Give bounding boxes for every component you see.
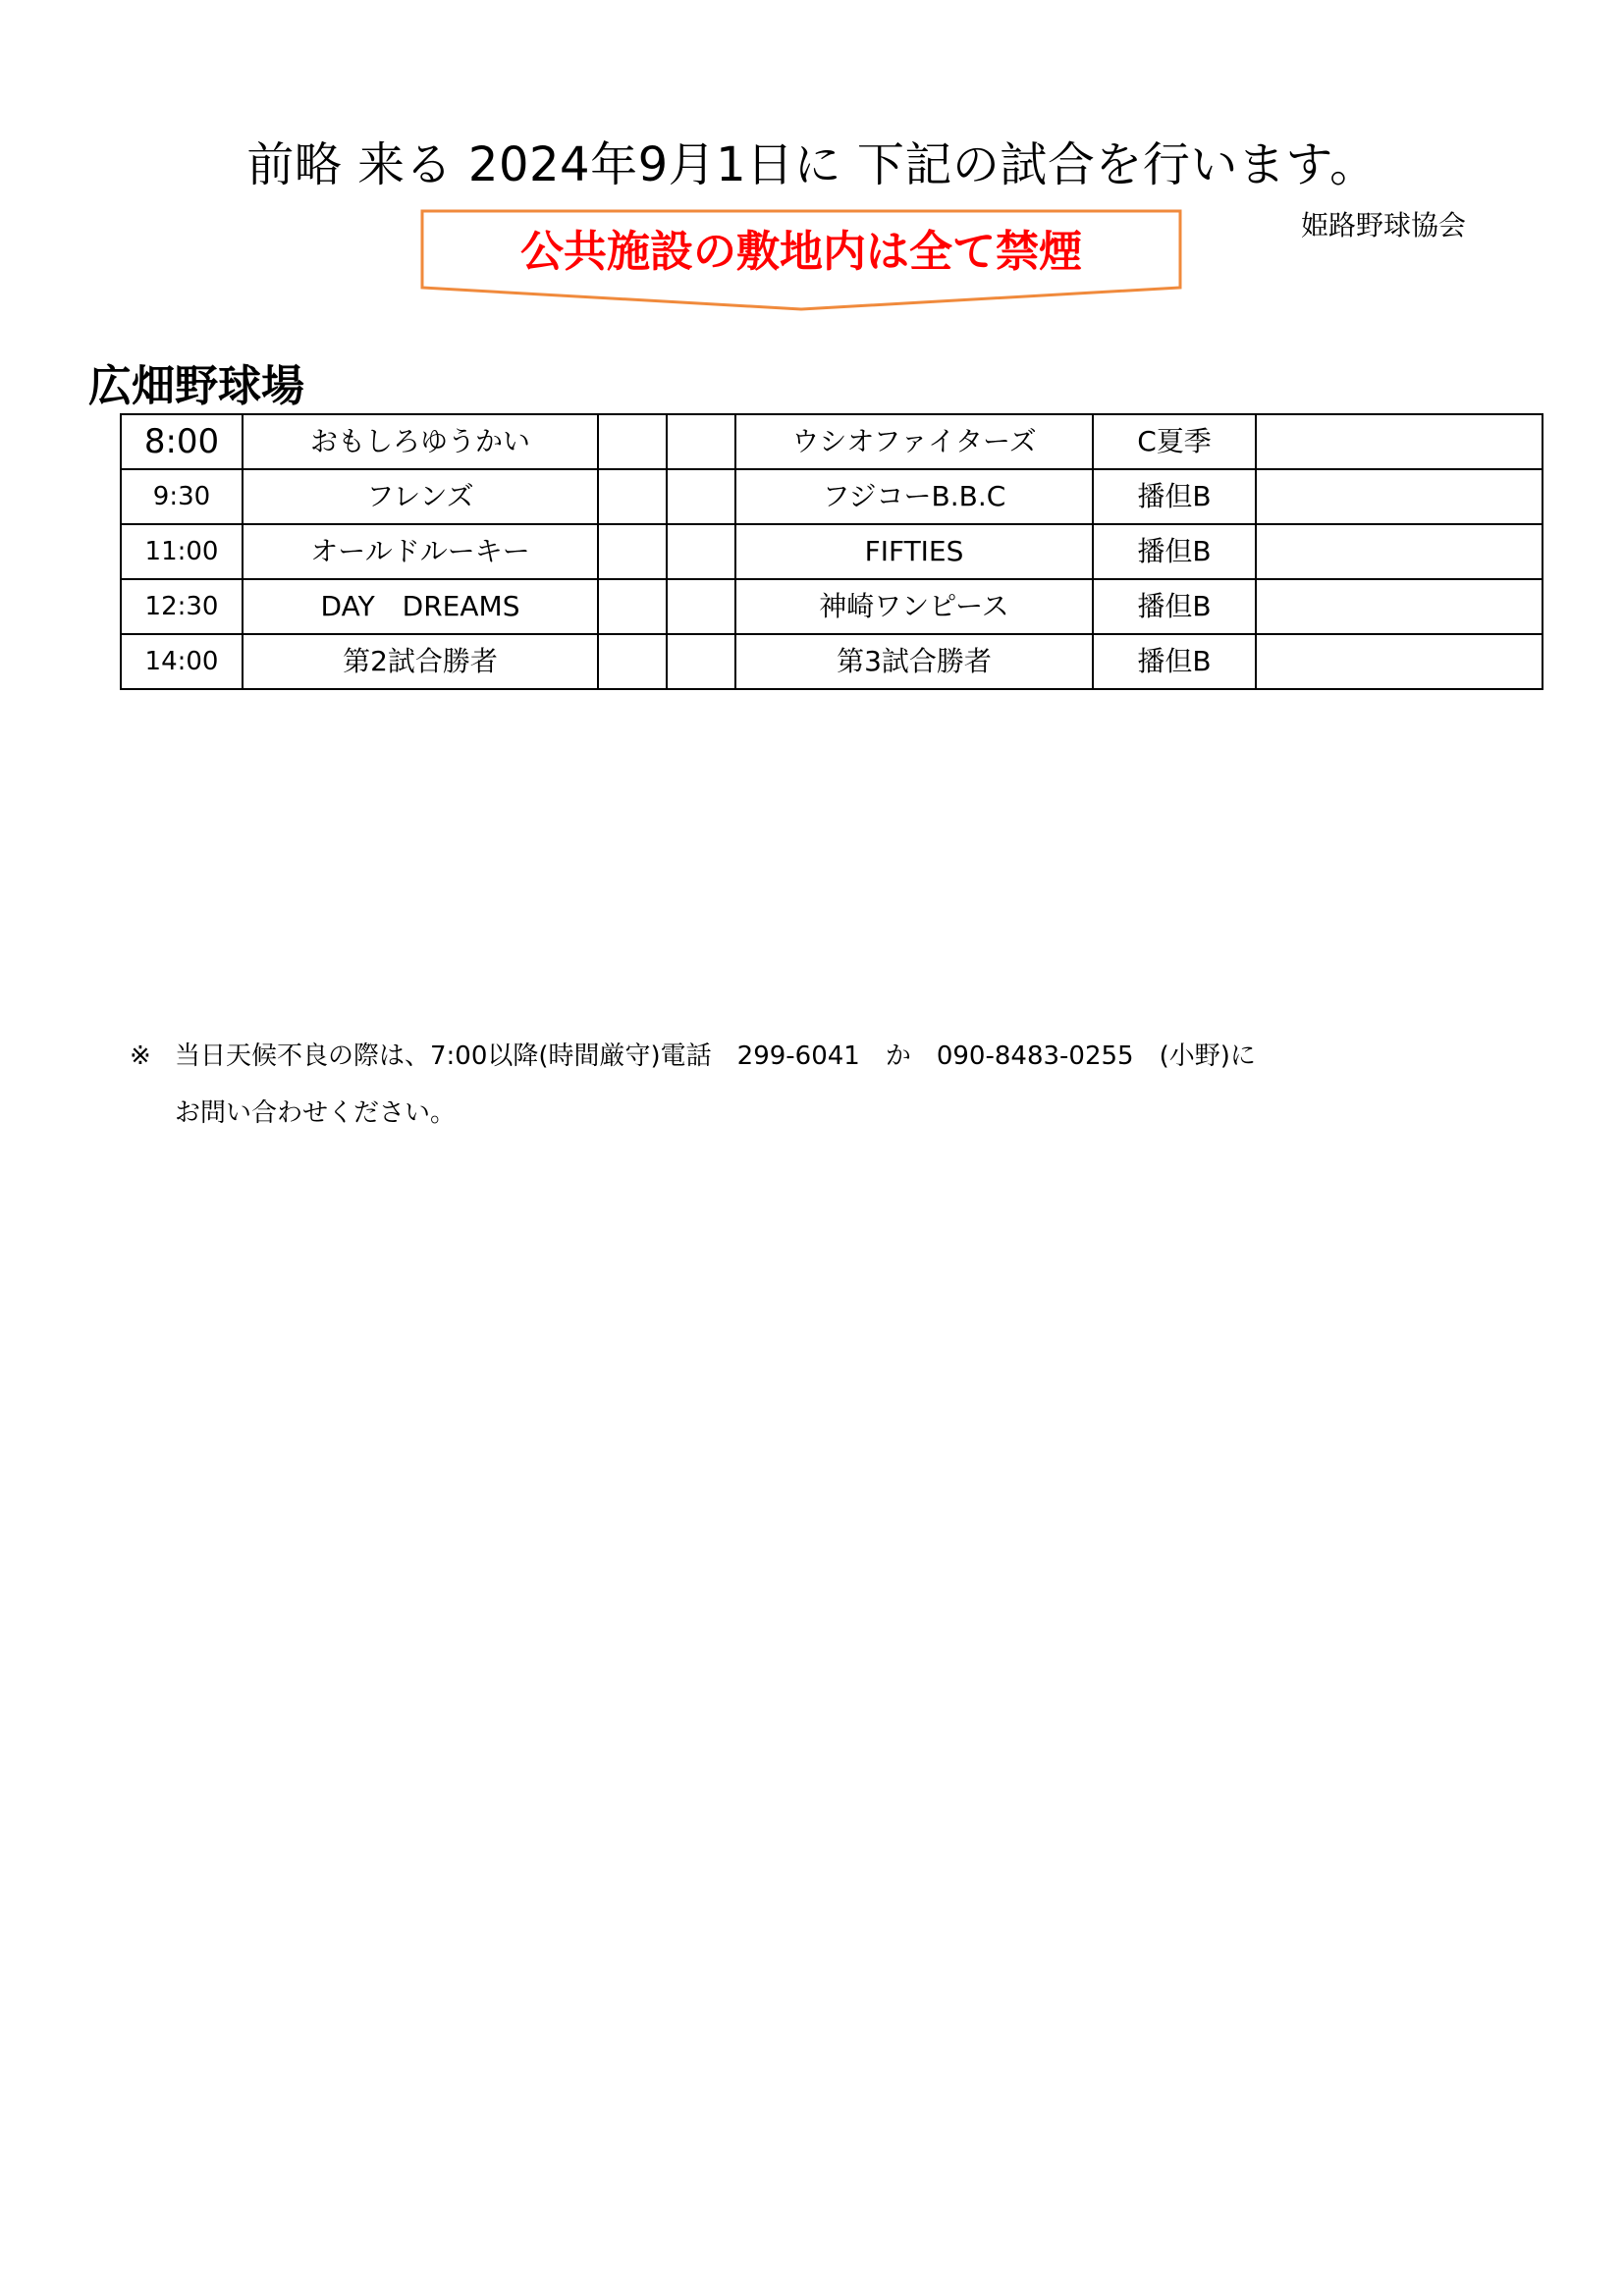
schedule-table <box>120 413 1543 690</box>
team1-cell: フレンズ <box>243 469 598 524</box>
score2-cell <box>667 579 735 634</box>
table-row <box>121 414 1543 469</box>
division-cell: C夏季 <box>1093 414 1256 469</box>
team1-cell: オールドルーキー <box>243 524 598 579</box>
team2-cell: 神崎ワンピース <box>735 579 1093 634</box>
score1-cell <box>598 414 667 469</box>
division-cell: 播但B <box>1093 634 1256 689</box>
score2-cell <box>667 634 735 689</box>
score2-cell <box>667 469 735 524</box>
score1-cell <box>598 524 667 579</box>
team2-cell: 第3試合勝者 <box>735 634 1093 689</box>
note-cell <box>1256 469 1543 524</box>
time-cell: 12:30 <box>121 579 243 634</box>
notice-line-1 <box>130 1039 1256 1074</box>
time-cell: 9:30 <box>121 469 243 524</box>
note-cell <box>1256 414 1543 469</box>
score2-cell <box>667 524 735 579</box>
table-row <box>121 469 1543 524</box>
team2-cell: FIFTIES <box>735 524 1093 579</box>
venue-title: 広畑野球場 <box>88 361 304 411</box>
team1-cell: おもしろゆうかい <box>243 414 598 469</box>
time-cell: 14:00 <box>121 634 243 689</box>
reference-mark: ※ <box>130 1041 151 1071</box>
note-cell <box>1256 524 1543 579</box>
division-cell: 播但B <box>1093 524 1256 579</box>
time-cell: 11:00 <box>121 524 243 579</box>
team1-cell: 第2試合勝者 <box>243 634 598 689</box>
score1-cell <box>598 634 667 689</box>
table-row <box>121 579 1543 634</box>
score2-cell <box>667 414 735 469</box>
division-cell: 播但B <box>1093 579 1256 634</box>
score1-cell <box>598 579 667 634</box>
table-row <box>121 634 1543 689</box>
notice-text-2: お問い合わせください。 <box>175 1098 457 1128</box>
note-cell <box>1256 579 1543 634</box>
division-cell: 播但B <box>1093 469 1256 524</box>
banner-text: 公共施設の敷地内は全て禁煙 <box>520 227 1082 277</box>
no-smoking-banner <box>420 209 1182 325</box>
team2-cell: フジコーB.B.C <box>735 469 1093 524</box>
table-row <box>121 524 1543 579</box>
note-cell <box>1256 634 1543 689</box>
team1-cell: DAY DREAMS <box>243 579 598 634</box>
notice-text-1: 当日天候不良の際は、7:00以降(時間厳守)電話 299-6041 か 090-8483-0255 (小野)に <box>175 1041 1256 1071</box>
score1-cell <box>598 469 667 524</box>
time-cell: 8:00 <box>121 414 243 469</box>
headline: 前略 来る 2024年9月1日に 下記の試合を行います。 <box>246 137 1378 192</box>
organization-name: 姫路野球協会 <box>1301 209 1467 241</box>
team2-cell: ウシオファイターズ <box>735 414 1093 469</box>
